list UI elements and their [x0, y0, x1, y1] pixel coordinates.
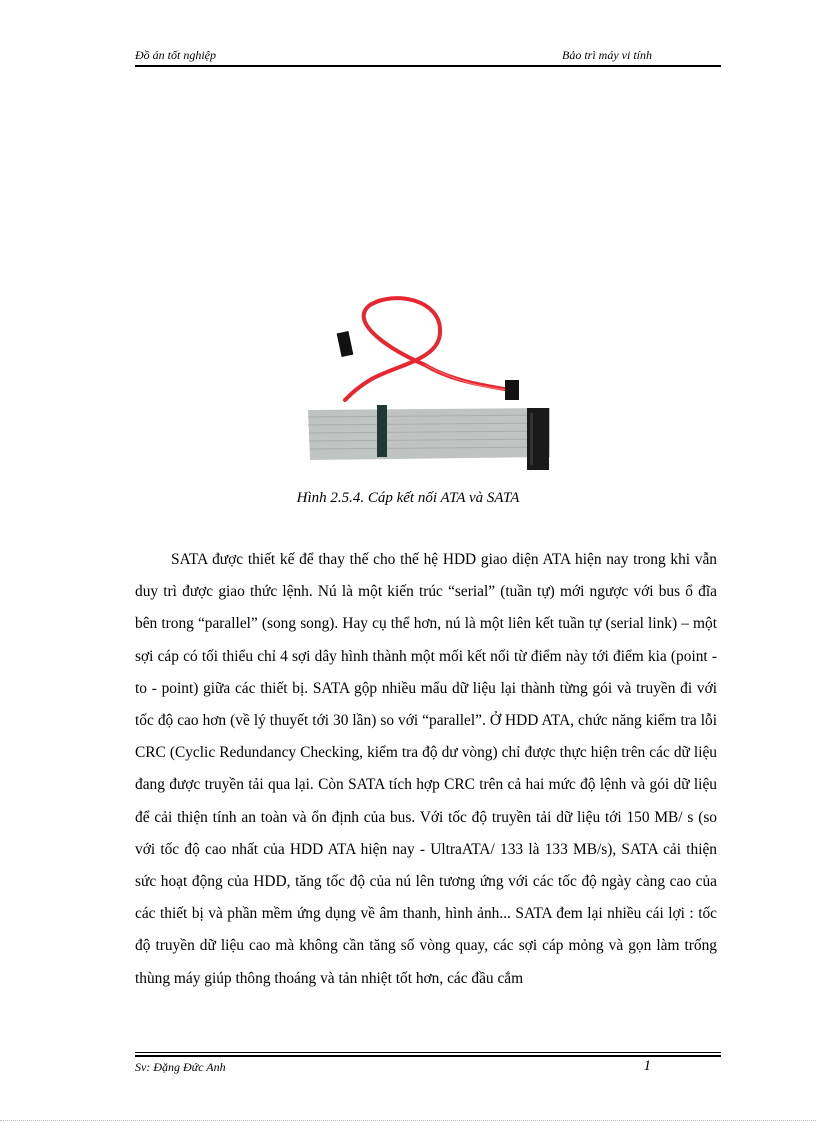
footer-rule-thick	[135, 1055, 721, 1057]
ata-sata-cable-illustration	[300, 285, 560, 480]
header-rule	[135, 65, 721, 67]
page-number: 1	[643, 1058, 651, 1074]
body-paragraph: SATA được thiết kế để thay thế cho thế hệ HDD giao diện ATA hiện nay trong khi vẫn duy trì được giao thức lệnh. Nú là một kiến trúc “serial” (tuần tự) mới ngược với bus ổ đĩa bên trong “parallel” (song song). Hay cụ thể hơn, nú là một liên kết tuần tự (serial link) – một sợi cáp có tối thiểu chỉ 4 sợi dây hình thành một mối kết nối từ điểm này tới điểm kia (point - to - point) giữa các thiết bị. SATA gộp nhiều mẩu dữ liệu lại thành từng gói và truyền đi với tốc độ cao hơn (về lý thuyết tới 30 lần) so với “parallel”. Ở HDD ATA, chức năng kiểm tra lỗi CRC (Cyclic Redundancy Checking, kiểm tra độ dư vòng) chỉ được thực hiện trên các dữ liệu đang được truyền tải qua lại. Còn SATA tích hợp CRC trên cả hai mức độ lệnh và gói dữ liệu để cải thiện tính an toàn và ổn định của bus. Với tốc độ truyền tải dữ liệu tới 150 MB/ s (so với tốc độ cao nhất của HDD ATA hiện nay - UltraATA/ 133 là 133 MB/s), SATA cải thiện sức hoạt động của HDD, tăng tốc độ của nú lên tương ứng với các tốc độ ngày càng cao của các thiết bị và phần mềm ứng dụng về âm thanh, hình ảnh... SATA đem lại nhiều cái lợi : tốc độ truyền dữ liệu cao mà không cần tăng số vòng quay, các sợi cáp mỏng và gọn làm trống thùng máy giúp thông thoáng và tản nhiệt tốt hơn, các đầu cắm	[135, 551, 717, 987]
page-footer	[135, 1058, 721, 1078]
body-text	[135, 544, 717, 995]
figure-caption: Hình 2.5.4. Cáp kết nối ATA và SATA	[296, 490, 520, 506]
footer-rule-thin	[135, 1052, 721, 1053]
page-bottom-border	[0, 1120, 816, 1121]
header-left-text: Đồ án tốt nghiệp	[135, 48, 216, 62]
cable-photo	[300, 285, 560, 480]
page-header	[135, 48, 721, 66]
footer-author: Sv: Đặng Đức Anh	[135, 1060, 226, 1074]
header-right-text: Bảo trì máy vi tính	[562, 48, 652, 62]
